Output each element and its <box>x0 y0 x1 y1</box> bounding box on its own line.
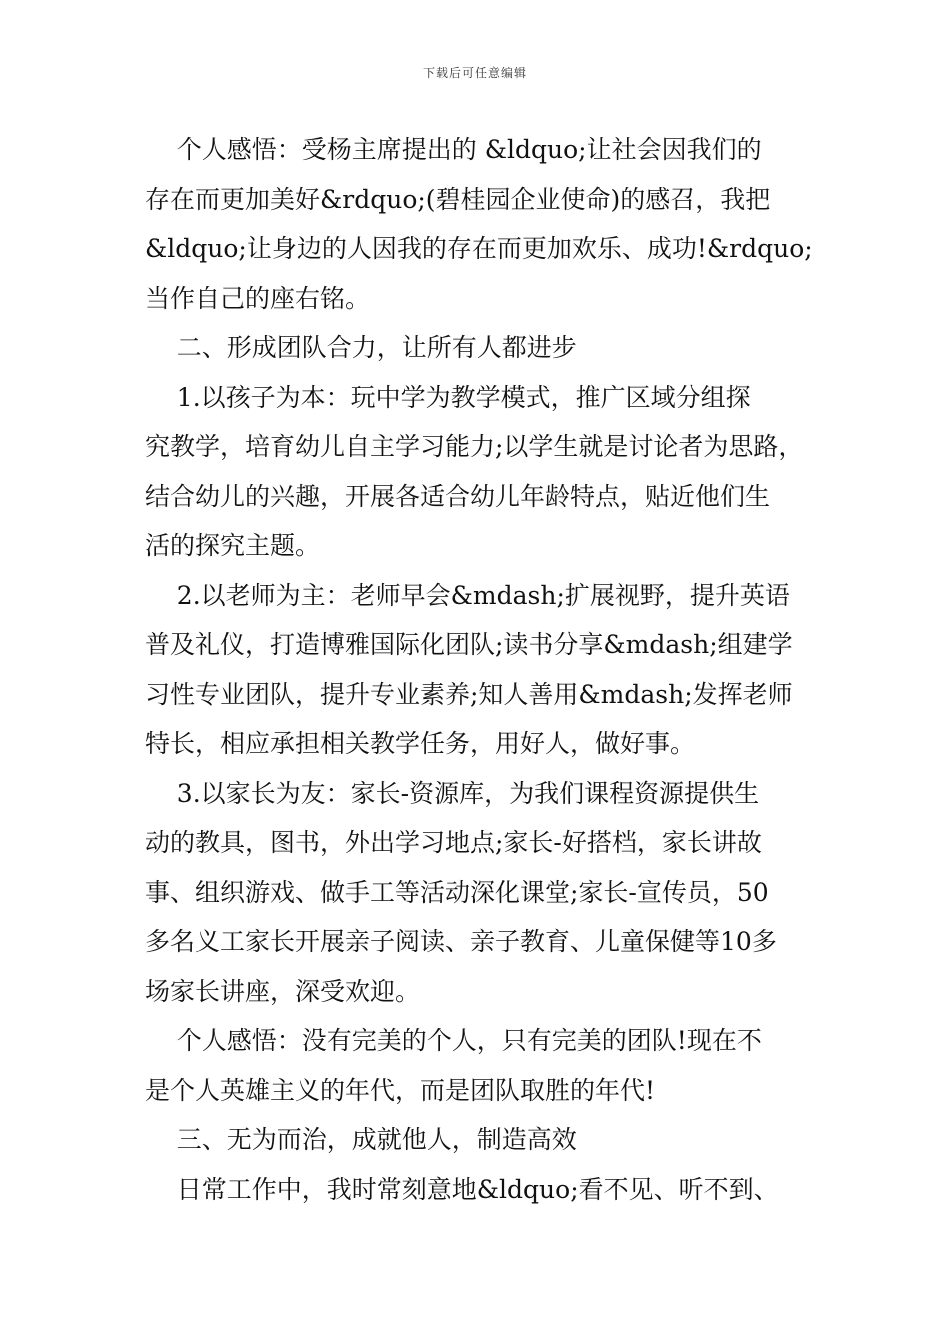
text-line: 个人感悟：受杨主席提出的 &ldquo;让社会因我们的 <box>145 135 762 164</box>
text-line: 1.以孩子为本：玩中学为教学模式，推广区域分组探 <box>145 382 751 412</box>
page-header-note: 下载后可任意编辑 <box>422 66 527 80</box>
text-line: 3.以家长为友：家长-资源库，为我们课程资源提供生 <box>145 778 760 808</box>
text-line: &ldquo;让身边的人因我的存在而更加欢乐、成功!&rdquo; <box>145 234 813 263</box>
text-line: 2.以老师为主：老师早会&mdash;扩展视野，提升英语 <box>145 580 790 610</box>
text-line: 当作自己的座右铭。 <box>145 283 371 313</box>
text-line: 事、组织游戏、做手工等活动深化课堂;家长-宣传员，50 <box>145 877 769 907</box>
document-body <box>145 125 820 1214</box>
text-line: 活的探究主题。 <box>145 531 321 560</box>
section-heading: 二、形成团队合力，让所有人都进步 <box>145 333 577 362</box>
text-line: 习性专业团队，提升专业素养;知人善用&mdash;发挥老师 <box>145 679 793 709</box>
text-line: 场家长讲座，深受欢迎。 <box>145 976 421 1006</box>
text-line: 究教学，培育幼儿自主学习能力;以学生就是讨论者为思路， <box>145 432 804 461</box>
text-line: 多名义工家长开展亲子阅读、亲子教育、儿童保健等10多 <box>145 927 777 956</box>
text-line: 普及礼仪，打造博雅国际化团队;读书分享&mdash;组建学 <box>145 630 793 659</box>
text-line: 日常工作中，我时常刻意地&ldquo;看不见、听不到、 <box>145 1174 779 1204</box>
text-line: 存在而更加美好&rdquo;(碧桂园企业使命)的感召，我把 <box>145 184 771 214</box>
text-line: 结合幼儿的兴趣，开展各适合幼儿年龄特点，贴近他们生 <box>145 481 771 511</box>
text-line: 动的教具，图书，外出学习地点;家长-好搭档，家长讲故 <box>145 828 762 857</box>
section-heading: 三、无为而治，成就他人，制造高效 <box>145 1125 577 1154</box>
text-line: 是个人英雄主义的年代，而是团队取胜的年代! <box>145 1075 656 1105</box>
text-line: 特长，相应承担相关教学任务，用好人，做好事。 <box>145 729 696 758</box>
text-line: 个人感悟：没有完美的个人，只有完美的团队!现在不 <box>145 1026 762 1055</box>
